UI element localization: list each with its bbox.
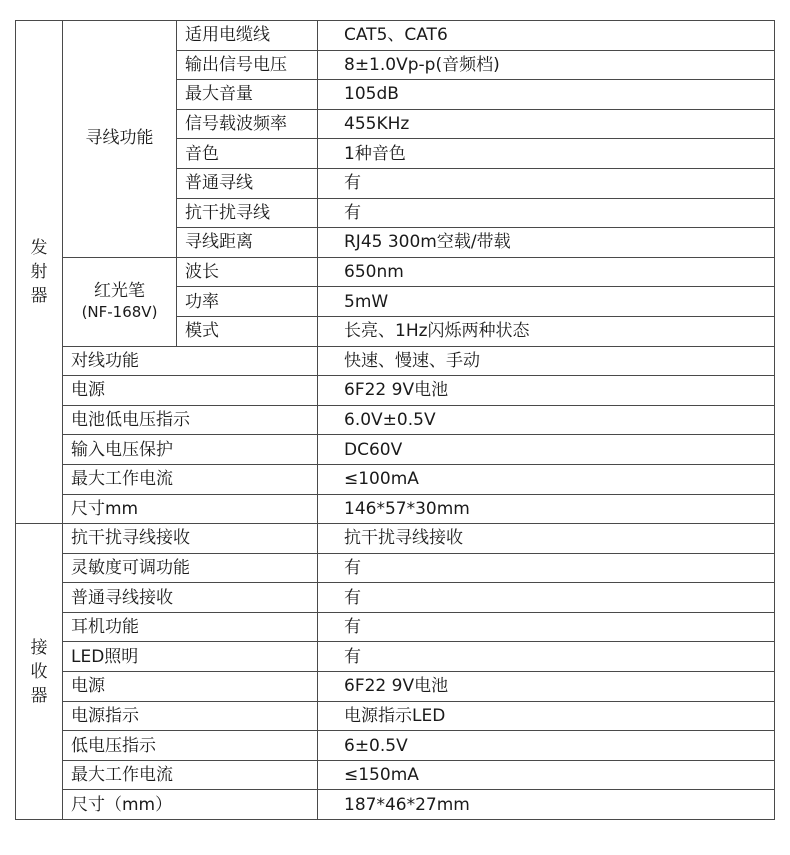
table-row	[16, 553, 775, 583]
table-row	[16, 435, 775, 465]
param-value: 有	[318, 198, 775, 228]
param-value: CAT5、CAT6	[318, 21, 775, 51]
param-label: 对线功能	[63, 346, 318, 376]
param-value: 有	[318, 612, 775, 642]
param-value: 快速、慢速、手动	[318, 346, 775, 376]
param-label: 电源	[63, 376, 318, 406]
table-row	[16, 701, 775, 731]
param-label: 抗干扰寻线接收	[63, 524, 318, 554]
param-label: 电池低电压指示	[63, 405, 318, 435]
table-row	[16, 790, 775, 820]
param-label: 最大工作电流	[63, 760, 318, 790]
param-value: 5mW	[318, 287, 775, 317]
table-row	[16, 405, 775, 435]
param-label: 输出信号电压	[177, 50, 318, 80]
param-value: 105dB	[318, 80, 775, 110]
param-label: 普通寻线	[177, 168, 318, 198]
param-label: 适用电缆线	[177, 21, 318, 51]
param-label: 模式	[177, 316, 318, 346]
param-label: 电源指示	[63, 701, 318, 731]
param-value: 长亮、1Hz闪烁两种状态	[318, 316, 775, 346]
param-value: 8±1.0Vp-p(音频档)	[318, 50, 775, 80]
red-pen-group-label	[63, 257, 177, 346]
param-label: 低电压指示	[63, 731, 318, 761]
table-row	[16, 672, 775, 702]
param-label: 波长	[177, 257, 318, 287]
receiver-section-label: 接收器	[16, 524, 63, 820]
param-label: 普通寻线接收	[63, 583, 318, 613]
param-value: 有	[318, 168, 775, 198]
param-value: 6F22 9V电池	[318, 672, 775, 702]
param-value: 有	[318, 583, 775, 613]
param-label: 电源	[63, 672, 318, 702]
table-row	[16, 21, 775, 51]
param-value: ≤100mA	[318, 464, 775, 494]
table-row	[16, 642, 775, 672]
table-row	[16, 257, 775, 287]
table-row	[16, 524, 775, 554]
param-value: 187*46*27mm	[318, 790, 775, 820]
table-row	[16, 464, 775, 494]
param-value: 6±0.5V	[318, 731, 775, 761]
param-value: 650nm	[318, 257, 775, 287]
param-value: 电源指示LED	[318, 701, 775, 731]
param-label: 尺寸mm	[63, 494, 318, 524]
param-value: 有	[318, 642, 775, 672]
transmitter-section-label: 发射器	[16, 21, 63, 524]
param-value: 抗干扰寻线接收	[318, 524, 775, 554]
param-label: 抗干扰寻线	[177, 198, 318, 228]
line-finding-group-label: 寻线功能	[63, 21, 177, 258]
param-label: 最大音量	[177, 80, 318, 110]
param-label: 尺寸（mm）	[63, 790, 318, 820]
table-row	[16, 731, 775, 761]
param-label: 功率	[177, 287, 318, 317]
param-value: 6F22 9V电池	[318, 376, 775, 406]
param-label: 灵敏度可调功能	[63, 553, 318, 583]
param-label: 信号载波频率	[177, 109, 318, 139]
red-pen-model: (NF-168V)	[81, 302, 158, 321]
table-row	[16, 612, 775, 642]
param-label: LED照明	[63, 642, 318, 672]
param-value: 455KHz	[318, 109, 775, 139]
param-value: 146*57*30mm	[318, 494, 775, 524]
table-row	[16, 583, 775, 613]
param-value: DC60V	[318, 435, 775, 465]
table-row	[16, 346, 775, 376]
param-label: 寻线距离	[177, 228, 318, 258]
param-label: 输入电压保护	[63, 435, 318, 465]
param-label: 最大工作电流	[63, 464, 318, 494]
param-value: 有	[318, 553, 775, 583]
param-label: 音色	[177, 139, 318, 169]
param-value: 1种音色	[318, 139, 775, 169]
param-value: RJ45 300m空载/带载	[318, 228, 775, 258]
param-label: 耳机功能	[63, 612, 318, 642]
param-value: 6.0V±0.5V	[318, 405, 775, 435]
red-pen-label: 红光笔	[94, 280, 145, 301]
table-row	[16, 376, 775, 406]
param-value: ≤150mA	[318, 760, 775, 790]
table-row	[16, 760, 775, 790]
table-row	[16, 494, 775, 524]
spec-table	[15, 20, 775, 820]
